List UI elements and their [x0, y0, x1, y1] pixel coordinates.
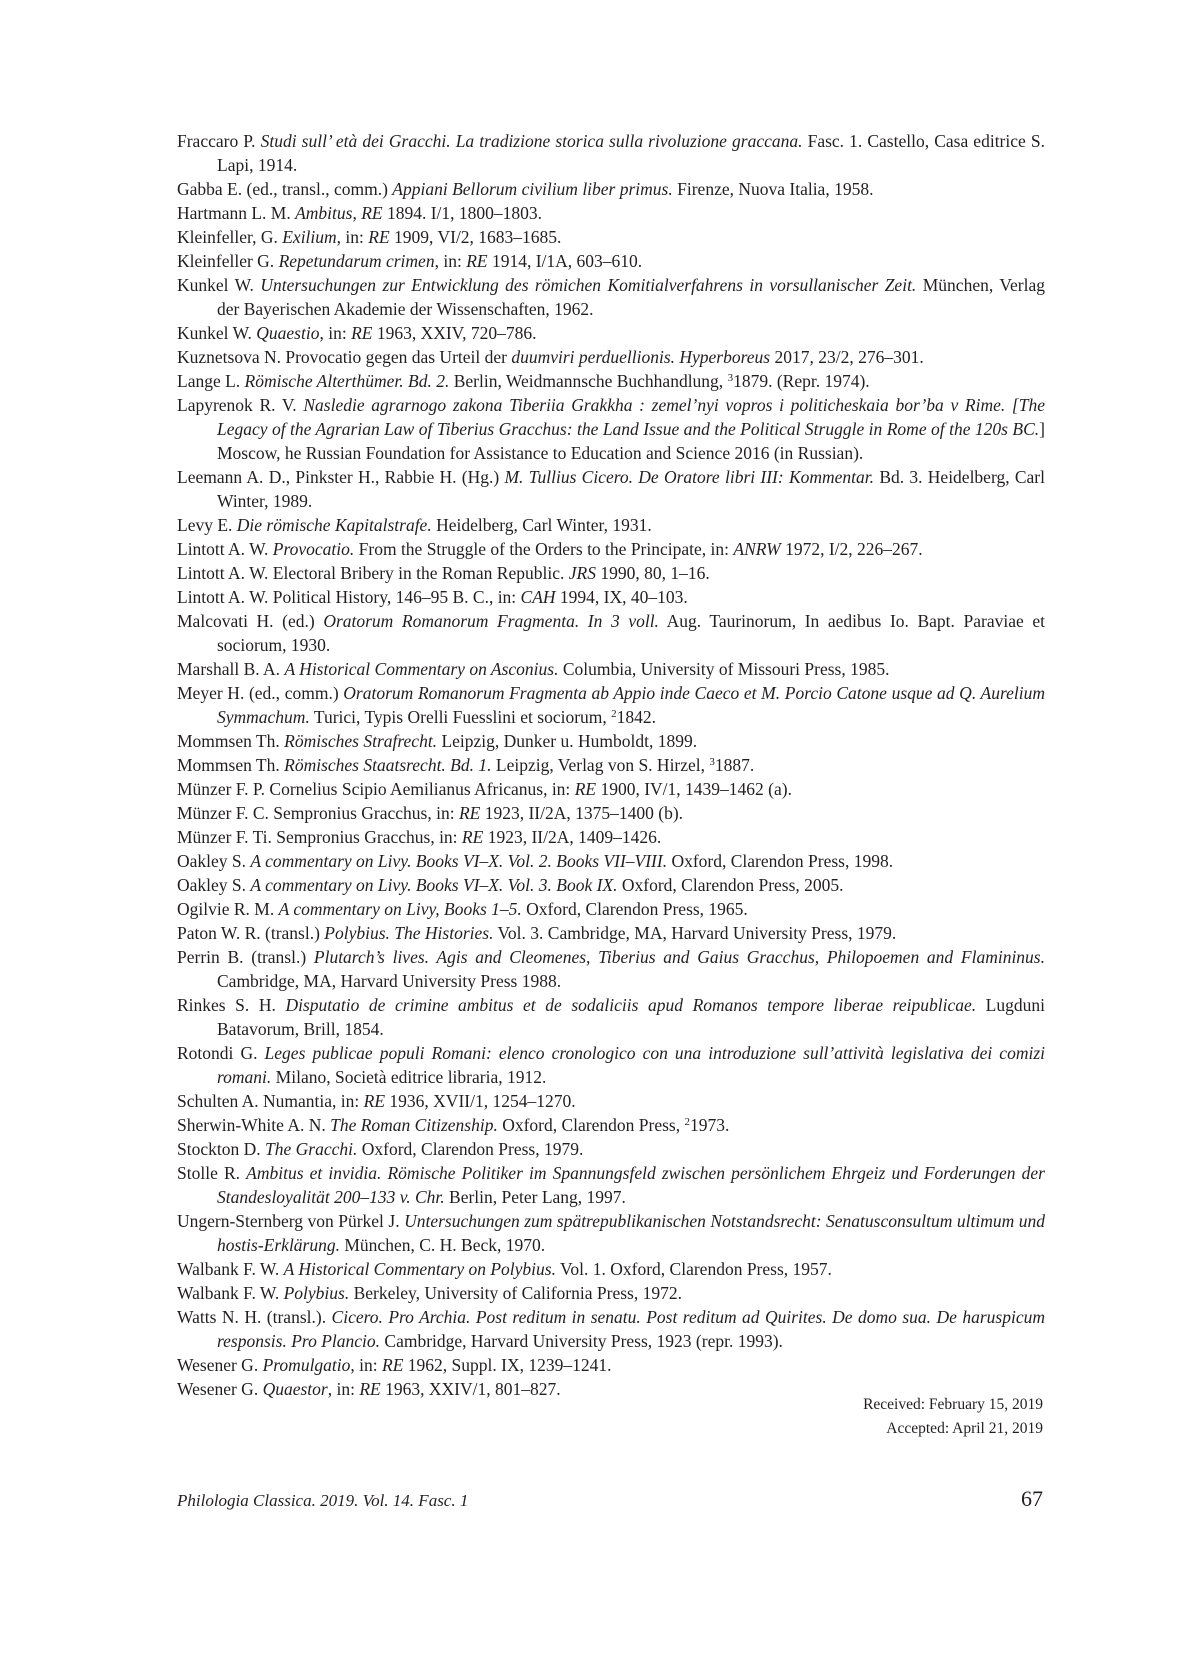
reference-title: A commentary on Livy. Books VI–X. Vol. 3. Book IX.	[250, 875, 618, 895]
reference-text: 1879. (Repr. 1974).	[733, 371, 870, 391]
reference-text: Leemann A. D., Pinkster H., Rabbie H. (Hg.)	[177, 467, 505, 487]
reference-text: 1972, I/2, 226–267.	[780, 539, 923, 559]
reference-text: Watts N. H. (transl.).	[177, 1307, 332, 1327]
reference-text: Kunkel W.	[177, 323, 257, 343]
reference-entry	[177, 201, 1045, 225]
reference-title: Römisches Staatsrecht. Bd. 1.	[284, 755, 492, 775]
reference-entry	[177, 585, 1045, 609]
reference-text: Leipzig, Dunker u. Humboldt, 1899.	[437, 731, 698, 751]
reference-entry	[177, 897, 1045, 921]
reference-text: Oxford, Clarendon Press, 1965.	[521, 899, 748, 919]
reference-title: duumviri perduellionis. Hyperboreus	[511, 347, 771, 367]
reference-text: Walbank F. W.	[177, 1283, 284, 1303]
reference-text: Mommsen Th.	[177, 731, 285, 751]
reference-title: RE	[382, 1355, 404, 1375]
reference-entry	[177, 849, 1045, 873]
reference-text: Lugduni Batavorum, Brill, 1854.	[217, 995, 1045, 1039]
reference-title: Leges publicae populi Romani: elenco cronologico con una introduzione sull’attività legislativa dei comizi romani.	[217, 1043, 1045, 1087]
reference-entry	[177, 1041, 1045, 1089]
reference-text: 2017, 23/2, 276–301.	[770, 347, 924, 367]
reference-text: Wesener G.	[177, 1379, 263, 1399]
reference-text: 1990, 80, 1–16.	[595, 563, 710, 583]
reference-entry	[177, 921, 1045, 945]
reference-text: Bd. 3. Heidelberg, Carl Winter, 1989.	[217, 467, 1045, 511]
reference-entry	[177, 1353, 1045, 1377]
reference-title: M. Tullius Cicero. De Oratore libri III: Kommentar.	[504, 467, 875, 487]
reference-entry	[177, 345, 1045, 369]
reference-title: Exilium	[282, 227, 337, 247]
reference-text: Kleinfeller, G.	[177, 227, 283, 247]
reference-title: RE	[466, 251, 488, 271]
reference-text: Lintott A. W. Electoral Bribery in the Roman Republic.	[177, 563, 569, 583]
reference-title: Untersuchungen zum spätrepublikanischen Notstandsrecht: Senatusconsultum ultimum und hostis-Erklärung.	[217, 1211, 1045, 1255]
reference-text: Münzer F. Ti. Sempronius Gracchus, in:	[177, 827, 462, 847]
reference-entry	[177, 777, 1045, 801]
edition-superscript: 3	[727, 372, 734, 384]
reference-entry	[177, 945, 1045, 993]
reference-title: Appiani Bellorum civilium liber primus.	[392, 179, 673, 199]
reference-title: Polybius.	[283, 1283, 350, 1303]
reference-text: Münzer F. P. Cornelius Scipio Aemilianus Africanus, in:	[177, 779, 575, 799]
reference-text: Rotondi G.	[177, 1043, 265, 1063]
reference-text: Hartmann L. M.	[177, 203, 296, 223]
reference-entry	[177, 681, 1045, 729]
reference-title: The Gracchi.	[265, 1139, 358, 1159]
reference-text: Turici, Typis Orelli Fuesslini et sociorum,	[309, 707, 612, 727]
reference-title: A Historical Commentary on Polybius.	[283, 1259, 556, 1279]
reference-entry	[177, 465, 1045, 513]
reference-entry	[177, 513, 1045, 537]
reference-title: Cicero. Pro Archia. Post reditum in senatu. Post reditum ad Quirites. De domo sua. De haruspicum responsis. Pro Plancio.	[217, 1307, 1045, 1351]
reference-text: Vol. 3. Cambridge, MA, Harvard University Press, 1979.	[493, 923, 897, 943]
reference-text: Ungern-Sternberg von Pürkel J.	[177, 1211, 405, 1231]
reference-text: 1962, Suppl. IX, 1239–1241.	[403, 1355, 612, 1375]
reference-text: ] Moscow, he Russian Foundation for Assistance to Education and Science 2016 (in Russian).	[217, 419, 1045, 463]
reference-entry	[177, 129, 1045, 177]
reference-text: Leipzig, Verlag von S. Hirzel,	[491, 755, 710, 775]
reference-entry	[177, 993, 1045, 1041]
reference-text: Lintott A. W. Political History, 146–95 B. C., in:	[177, 587, 521, 607]
reference-text: Lapyrenok R. V.	[177, 395, 304, 415]
reference-text: Gabba E. (ed., transl., comm.)	[177, 179, 393, 199]
reference-entry	[177, 225, 1045, 249]
reference-title: Oratorum Romanorum Fragmenta. In 3 voll.	[323, 611, 659, 631]
edition-superscript: 2	[611, 708, 617, 720]
reference-entry	[177, 177, 1045, 201]
reference-text: 1936, XVII/1, 1254–1270.	[385, 1091, 576, 1111]
reference-title: Plutarch’s lives. Agis and Cleomenes, Tiberius and Gaius Gracchus, Philopoemen and Flamininus.	[313, 947, 1045, 967]
reference-text: Mommsen Th.	[177, 755, 285, 775]
reference-text: Lintott A. W.	[177, 539, 273, 559]
reference-entry	[177, 873, 1045, 897]
reference-text: Wesener G.	[177, 1355, 263, 1375]
reference-entry	[177, 1305, 1045, 1353]
reference-text: Meyer H. (ed., comm.)	[177, 683, 344, 703]
reference-text: Fasc. 1. Castello, Casa editrice S. Lapi, 1914.	[217, 131, 1045, 175]
reference-title: RE	[458, 803, 481, 823]
reference-text: Sherwin-White A. N.	[177, 1115, 331, 1135]
reference-text: Cambridge, MA, Harvard University Press 1988.	[217, 971, 562, 991]
reference-title: Nasledie agrarnogo zakona Tiberiia Grakkha : zemel’nyi vopros i politicheskaia bor’ba v Rime. [The Legacy of the Agrarian Law of Tiberius Gracchus: the Land Issue and the Political Struggle in Rome of the 120s BC.	[217, 395, 1045, 439]
reference-title: Polybius. The Histories.	[324, 923, 494, 943]
reference-text: 1923, II/2A, 1409–1426.	[483, 827, 662, 847]
reference-title: Ambitus et invidia. Römische Politiker im Spannungsfeld zwischen persönlichem Ehrgeiz und Forderungen der Standesloyalität 200–133 v. Chr.	[217, 1163, 1045, 1207]
reference-text: 1994, IX, 40–103.	[555, 587, 688, 607]
reference-text: , in:	[434, 251, 467, 271]
reference-text: Berlin, Peter Lang, 1997.	[444, 1187, 626, 1207]
reference-text: Oxford, Clarendon Press,	[497, 1115, 685, 1135]
reference-entry	[177, 561, 1045, 585]
reference-title: Disputatio de crimine ambitus et de sodaliciis apud Romanos tempore liberae reipublicae.	[285, 995, 977, 1015]
reference-text: 1909, VI/2, 1683–1685.	[389, 227, 562, 247]
reference-text: , in:	[350, 1355, 383, 1375]
reference-title: Ambitus, RE	[295, 203, 383, 223]
reference-text: Fraccaro P.	[177, 131, 261, 151]
reference-text: Schulten A. Numantia, in:	[177, 1091, 364, 1111]
reference-entry	[177, 1113, 1045, 1137]
reference-text: Malcovati H. (ed.)	[177, 611, 324, 631]
bibliography-list	[177, 129, 1045, 1401]
reference-entry	[177, 753, 1045, 777]
reference-title: RE	[368, 227, 390, 247]
reference-title: Quaestor	[262, 1379, 328, 1399]
reference-entry	[177, 249, 1045, 273]
reference-entry	[177, 1161, 1045, 1209]
reference-text: 1900, IV/1, 1439–1462 (a).	[596, 779, 792, 799]
submission-dates	[863, 1393, 1043, 1441]
reference-entry	[177, 369, 1045, 393]
reference-entry	[177, 1281, 1045, 1305]
reference-text: Kleinfeller G.	[177, 251, 279, 271]
reference-text: , in:	[327, 1379, 360, 1399]
reference-text: Kunkel W.	[177, 275, 261, 295]
edition-superscript: 2	[684, 1116, 690, 1128]
reference-entry	[177, 657, 1045, 681]
reference-text: Oxford, Clarendon Press, 1998.	[667, 851, 894, 871]
reference-title: JRS	[568, 563, 596, 583]
reference-title: Quaestio	[256, 323, 320, 343]
reference-text: 1842.	[616, 707, 657, 727]
reference-title: Untersuchungen zur Entwicklung des römichen Komitialverfahrens in vorsullanischer Zeit.	[260, 275, 917, 295]
reference-title: Die römische Kapitalstrafe.	[236, 515, 432, 535]
reference-text: From the Struggle of the Orders to the Principate, in:	[354, 539, 734, 559]
reference-text: Marshall B. A.	[177, 659, 285, 679]
reference-text: Oakley S.	[177, 875, 251, 895]
reference-title: Römische Alterthümer. Bd. 2.	[244, 371, 450, 391]
reference-entry	[177, 729, 1045, 753]
reference-text: Oakley S.	[177, 851, 251, 871]
reference-entry	[177, 609, 1045, 657]
reference-text: Berkeley, University of California Press, 1972.	[349, 1283, 682, 1303]
reference-title: RE	[461, 827, 484, 847]
reference-title: Oratorum Romanorum Fragmenta ab Appio inde Caeco et M. Porcio Catone usque ad Q. Aurelium Symmachum.	[217, 683, 1045, 727]
reference-text: 1894. I/1, 1800–1803.	[382, 203, 543, 223]
reference-title: The Roman Citizenship.	[330, 1115, 498, 1135]
reference-title: Provocatio.	[272, 539, 355, 559]
reference-entry	[177, 321, 1045, 345]
reference-text: 1914, I/1A, 603–610.	[487, 251, 643, 271]
reference-title: RE	[359, 1379, 381, 1399]
reference-text: Rinkes S. H.	[177, 995, 286, 1015]
reference-entry	[177, 1089, 1045, 1113]
reference-text: 1887.	[714, 755, 755, 775]
reference-title: Römisches Strafrecht.	[284, 731, 438, 751]
reference-text: , in:	[336, 227, 369, 247]
reference-title: Studi sull’ età dei Gracchi. La tradizione storica sulla rivoluzione graccana.	[260, 131, 803, 151]
edition-superscript: 3	[709, 756, 715, 768]
reference-text: Firenze, Nuova Italia, 1958.	[672, 179, 874, 199]
reference-text: München, C. H. Beck, 1970.	[340, 1235, 546, 1255]
reference-text: 1973.	[689, 1115, 730, 1135]
reference-text: 1923, II/2A, 1375–1400 (b).	[480, 803, 684, 823]
received-date: Received: February 15, 2019	[863, 1396, 1043, 1413]
reference-text: Stolle R.	[177, 1163, 247, 1183]
reference-text: München, Verlag der Bayerischen Akademie der Wissenschaften, 1962.	[217, 275, 1046, 319]
reference-text: 1963, XXIV/1, 801–827.	[380, 1379, 561, 1399]
reference-entry	[177, 1137, 1045, 1161]
reference-text: Vol. 1. Oxford, Clarendon Press, 1957.	[555, 1259, 832, 1279]
reference-title: CAH	[520, 587, 556, 607]
reference-text: Heidelberg, Carl Winter, 1931.	[431, 515, 652, 535]
reference-text: Cambridge, Harvard University Press, 1923 (repr. 1993).	[380, 1331, 783, 1351]
reference-text: , in:	[319, 323, 352, 343]
reference-text: Ogilvie R. M.	[177, 899, 279, 919]
reference-title: RE	[574, 779, 597, 799]
reference-entry	[177, 537, 1045, 561]
reference-title: ANRW	[733, 539, 781, 559]
reference-entry	[177, 273, 1045, 321]
reference-title: Repetundarum crimen	[278, 251, 435, 271]
reference-entry	[177, 1209, 1045, 1257]
reference-title: A commentary on Livy, Books 1–5.	[278, 899, 522, 919]
reference-text: Aug. Taurinorum, In aedibus Io. Bapt. Paraviae et sociorum, 1930.	[217, 611, 1045, 655]
accepted-date: Accepted: April 21, 2019	[886, 1420, 1043, 1437]
reference-text: Lange L.	[177, 371, 245, 391]
reference-text: Oxford, Clarendon Press, 1979.	[357, 1139, 584, 1159]
running-footer-journal: Philologia Classica. 2019. Vol. 14. Fasc. 1	[177, 1491, 469, 1510]
reference-entry	[177, 1257, 1045, 1281]
reference-title: A Historical Commentary on Asconius.	[284, 659, 559, 679]
page-number: 67	[1021, 1486, 1043, 1511]
reference-title: A commentary on Livy. Books VI–X. Vol. 2. Books VII–VIII.	[250, 851, 668, 871]
reference-text: Oxford, Clarendon Press, 2005.	[617, 875, 844, 895]
reference-text: Columbia, University of Missouri Press, 1985.	[558, 659, 890, 679]
reference-entry	[177, 825, 1045, 849]
reference-title: RE	[363, 1091, 386, 1111]
reference-title: Promulgatio	[262, 1355, 351, 1375]
reference-text: Paton W. R. (transl.)	[177, 923, 325, 943]
reference-entry	[177, 393, 1045, 465]
reference-text: Berlin, Weidmannsche Buchhandlung,	[449, 371, 728, 391]
reference-text: Perrin B. (transl.)	[177, 947, 314, 967]
reference-text: Kuznetsova N. Provocatio gegen das Urteil der	[177, 347, 512, 367]
reference-text: 1963, XXIV, 720–786.	[372, 323, 537, 343]
reference-text: Stockton D.	[177, 1139, 265, 1159]
reference-entry	[177, 801, 1045, 825]
reference-text: Milano, Società editrice libraria, 1912.	[271, 1067, 547, 1087]
reference-text: Walbank F. W.	[177, 1259, 284, 1279]
reference-text: Münzer F. C. Sempronius Gracchus, in:	[177, 803, 459, 823]
reference-text: Levy E.	[177, 515, 237, 535]
reference-title: RE	[351, 323, 373, 343]
